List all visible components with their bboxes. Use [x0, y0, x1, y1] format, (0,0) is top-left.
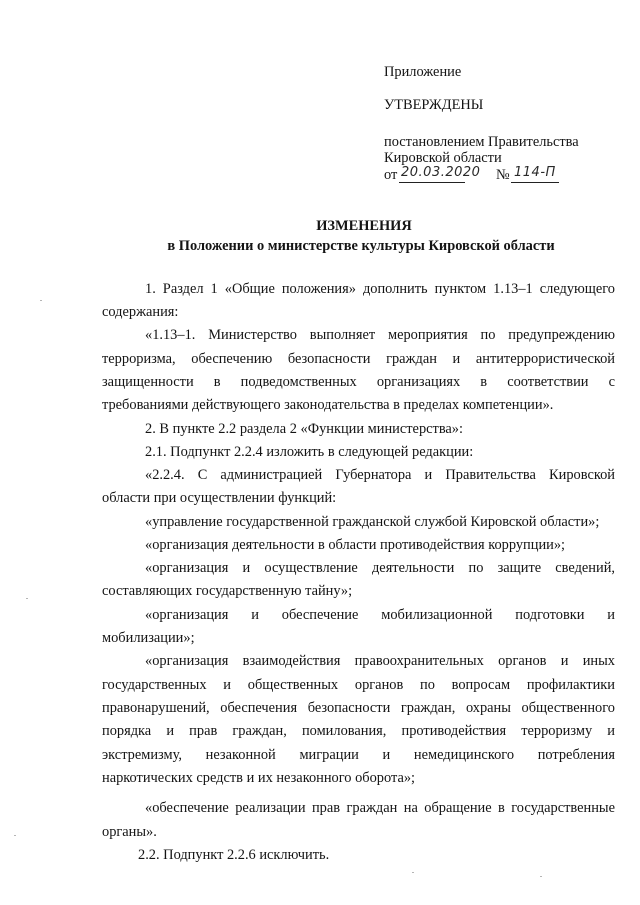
paragraph-1-line-1: 1. Раздел 1 «Общие положения» дополнить пунктом 1.13–1 следующего [145, 281, 615, 297]
paragraph-1-line-2: содержания: [102, 304, 179, 320]
scan-speck [14, 835, 16, 836]
paragraph-6: «управление государственной гражданской службой Кировской области»; [145, 514, 600, 530]
appendix-label: Приложение [384, 64, 462, 80]
approved-by-line1: постановлением Правительства [384, 134, 579, 150]
doc-subtitle: в Положении о министерстве культуры Кировской области [167, 238, 555, 254]
date-underline [399, 182, 465, 183]
paragraph-4: 2.1. Подпункт 2.2.4 изложить в следующей редакции: [145, 444, 474, 460]
paragraph-11-line-2: органы». [102, 824, 157, 840]
approved-label: УТВЕРЖДЕНЫ [384, 97, 484, 113]
paragraph-12: 2.2. Подпункт 2.2.6 исключить. [138, 847, 330, 863]
scan-speck [40, 300, 42, 301]
paragraph-10-line-1: «организация взаимодействия правоохранительных органов и иных [145, 653, 615, 669]
paragraph-2-line-1: «1.13–1. Министерство выполняет мероприятия по предупреждению [145, 327, 615, 343]
paragraph-2-line-3: защищенности в подведомственных организациях в соответствии с [102, 374, 615, 390]
paragraph-10-line-2: государственных и общественных органов по вопросам профилактики [102, 677, 615, 693]
number-underline [511, 182, 559, 183]
paragraph-7: «организация деятельности в области противодействия коррупции»; [145, 537, 566, 553]
paragraph-9-line-2: мобилизации»; [102, 630, 195, 646]
date-prefix: от [384, 167, 398, 183]
paragraph-10-line-4: порядка и прав граждан, помилования, противодействия терроризму и [102, 723, 615, 739]
paragraph-2-line-2: терроризма, обеспечению безопасности граждан и антитеррористической [102, 351, 615, 367]
paragraph-11-line-1: «обеспечение реализации прав граждан на обращение в государственные [145, 800, 615, 816]
number-prefix: № [496, 167, 510, 183]
approved-by-line2: Кировской области [384, 150, 502, 166]
paragraph-8-line-1: «организация и осуществление деятельности по защите сведений, [145, 560, 615, 576]
doc-title: ИЗМЕНЕНИЯ [316, 218, 412, 234]
paragraph-10-line-5: экстремизму, незаконной миграции и немедицинского потребления [102, 747, 615, 763]
paragraph-2-line-4: требованиями действующего законодательства в пределах компетенции». [102, 397, 554, 413]
paragraph-9-line-1: «организация и обеспечение мобилизационной подготовки и [145, 607, 615, 623]
date-handwritten: 20.03.2020 [401, 165, 481, 180]
paragraph-3: 2. В пункте 2.2 раздела 2 «Функции министерства»: [145, 421, 464, 437]
paragraph-10-line-6: наркотических средств и их незаконного оборота»; [102, 770, 416, 786]
scan-speck [412, 872, 414, 873]
paragraph-8-line-2: составляющих государственную тайну»; [102, 583, 353, 599]
paragraph-5-line-2: области при осуществлении функций: [102, 490, 337, 506]
number-handwritten: 114-П [514, 165, 556, 180]
scan-speck [540, 876, 542, 877]
paragraph-5-line-1: «2.2.4. С администрацией Губернатора и Правительства Кировской [145, 467, 615, 483]
scan-speck [26, 598, 28, 599]
paragraph-10-line-3: правонарушений, обеспечения безопасности граждан, охраны общественного [102, 700, 615, 716]
